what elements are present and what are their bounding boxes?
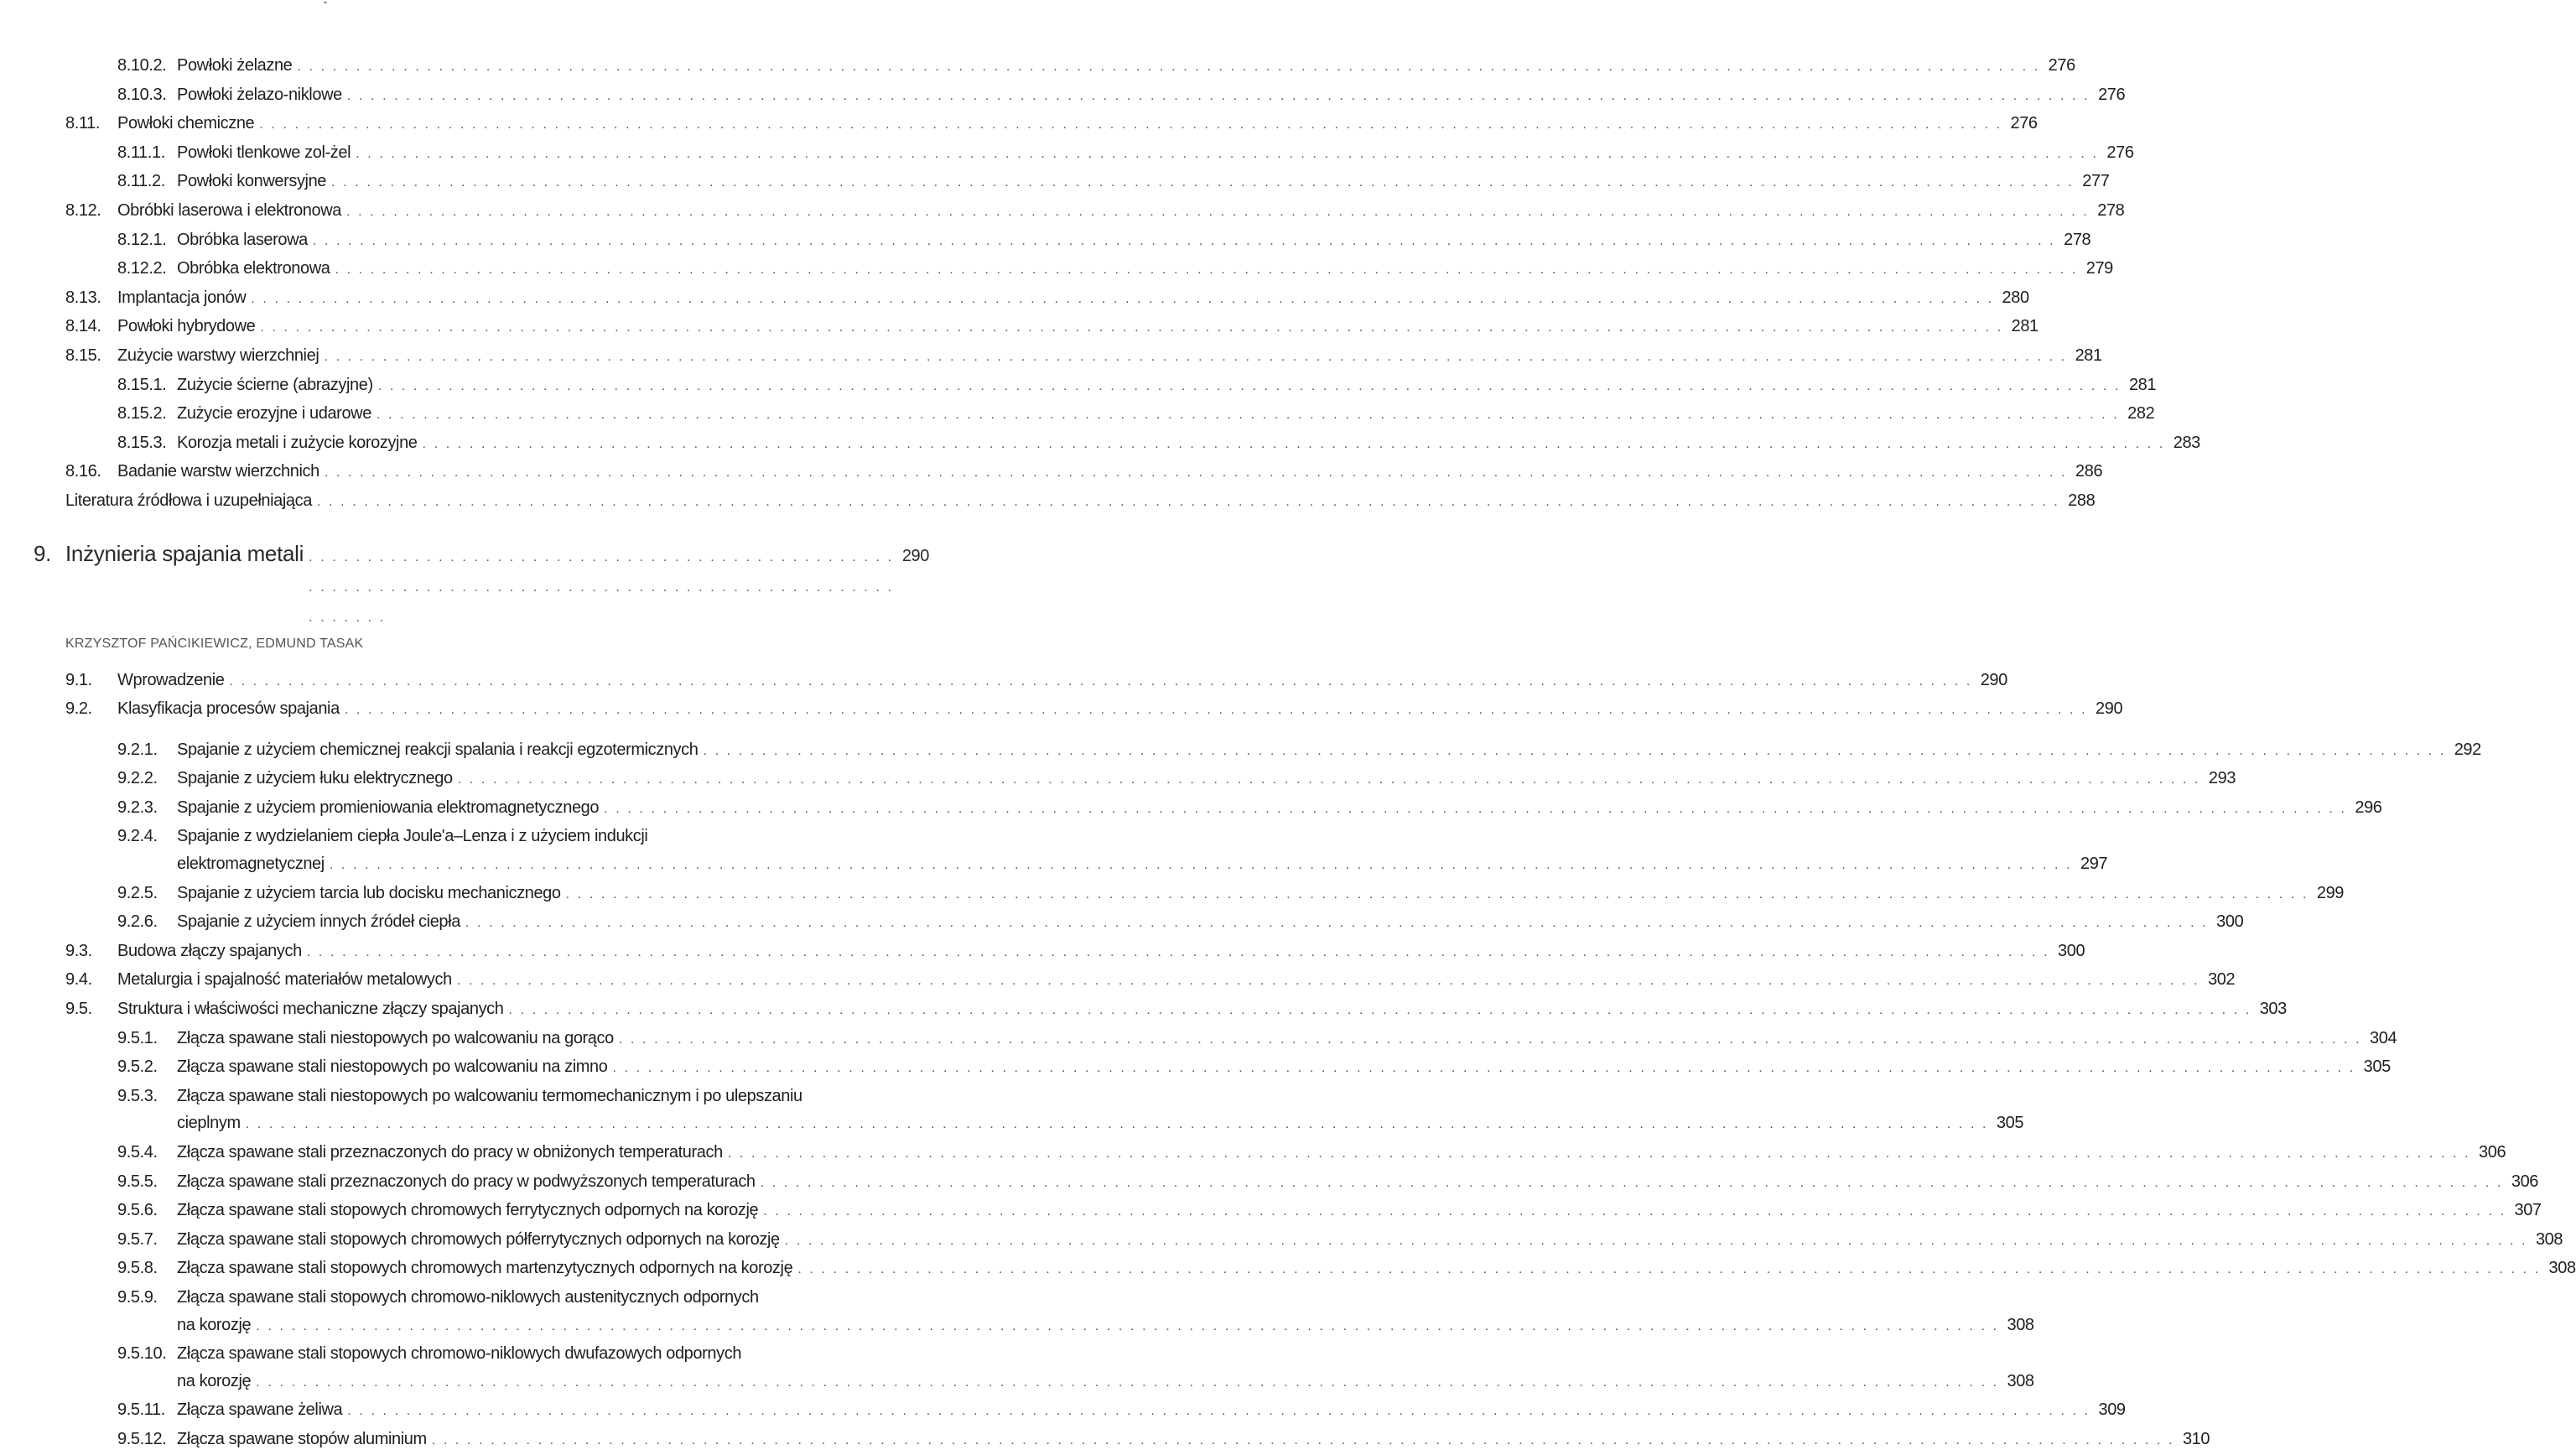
dot-leader [335, 257, 2078, 284]
toc-entry-title: Powłoki hybrydowe [117, 317, 256, 336]
dot-leader [728, 1141, 2470, 1168]
toc-entry-title: Złącza spawane stali niestopowych po walcowaniu na zimno [177, 1057, 608, 1077]
toc-entry-title: Wprowadzenie [117, 670, 225, 689]
toc-entry[interactable] [65, 1025, 2397, 1054]
toc-entry-page: 281 [2128, 375, 2157, 394]
dot-leader [259, 112, 2002, 139]
toc-entry[interactable] [65, 458, 2103, 487]
toc-entry-title: Spajanie z użyciem innych źródeł ciepła [177, 912, 460, 932]
toc-entry-title-continued: cieplnym [177, 1114, 241, 1133]
toc-entry-title: Złącza spawane stali stopowych chromowych martenzytycznych odpornych na korozję [177, 1259, 793, 1278]
dot-leader [347, 83, 2090, 111]
toc-entry-page: 290 [2096, 699, 2123, 719]
toc-entry-page: 306 [2479, 1143, 2506, 1161]
toc-entry[interactable] [65, 1426, 2210, 1455]
toc-entry[interactable] [65, 226, 2091, 256]
dot-leader [256, 1313, 1998, 1341]
toc-entry-page: 309 [2098, 1400, 2126, 1420]
toc-entry-title: Powłoki żelazo-niklowe [177, 85, 342, 104]
dot-leader [230, 668, 1972, 696]
toc-entry-number: 8.10.2. [117, 56, 167, 75]
toc-entry-number: 9.3. [65, 941, 92, 960]
toc-entry-number: 9.2. [65, 699, 92, 719]
toc-section-9-list [65, 736, 2576, 1455]
toc-entry-title: Metalurgia i spajalność materiałów metalowych [117, 970, 452, 990]
toc-entry-page: 278 [2064, 230, 2091, 249]
toc-entry-page: 276 [2010, 114, 2038, 133]
toc-entry-number: 9.2.4. [117, 827, 158, 846]
toc-entry-page: 307 [2514, 1201, 2542, 1220]
toc-entry-page: 293 [2208, 769, 2236, 788]
toc-entry[interactable] [65, 1340, 2034, 1396]
toc-entry-title: Zużycie ścierne (abrazyjne) [177, 375, 373, 394]
toc-entry-number: 8.11.1. [117, 143, 165, 162]
toc-entry-title: Spajanie z użyciem tarcia lub docisku mechanicznego [177, 883, 561, 902]
toc-entry-number: 8.15.1. [117, 375, 167, 394]
dot-leader [324, 344, 2066, 372]
toc-entry-title: Spajanie z użyciem łuku elektrycznego [177, 769, 453, 788]
toc-entry-number: 9.5.8. [117, 1259, 158, 1278]
toc-entry-page: 308 [2548, 1259, 2576, 1278]
toc-entry-page: 305 [1996, 1114, 2024, 1133]
toc-entry-page: 302 [2208, 970, 2236, 990]
dot-leader [458, 766, 2200, 794]
toc-entry[interactable] [65, 342, 2102, 372]
toc-entry-number: 9.5.3. [117, 1086, 158, 1105]
chapter-page: 290 [901, 546, 929, 565]
toc-entry[interactable] [65, 1255, 2576, 1284]
toc-entry-page: 305 [2363, 1057, 2391, 1077]
toc-section-9-intro-list [65, 667, 2123, 725]
toc-entry-number: 8.13. [65, 288, 101, 307]
dot-leader [378, 373, 2121, 401]
dot-leader [377, 402, 2119, 429]
dot-leader [423, 431, 2165, 459]
toc-entry-page: 306 [2511, 1172, 2539, 1191]
toc-entry[interactable] [65, 255, 2113, 284]
toc-entry-page: 300 [2216, 912, 2244, 932]
toc-entry-title: Złącza spawane stali stopowych chromowych półferrytycznych odpornych na korozję [177, 1229, 780, 1249]
chapter-heading[interactable] [34, 538, 929, 633]
toc-entry[interactable] [65, 197, 2125, 226]
toc-entry-page: 276 [2106, 143, 2134, 162]
toc-entry[interactable] [65, 736, 2481, 766]
toc-entry-title: Budowa złączy spajanych [117, 941, 302, 960]
toc-entry-title: Obróbka elektronowa [177, 259, 330, 278]
toc-entry[interactable] [65, 908, 2244, 938]
toc-entry[interactable] [65, 284, 2029, 314]
chapter-number: 9. [34, 540, 52, 566]
dot-leader [465, 910, 2208, 938]
toc-entry-number: 9.5.11. [117, 1400, 165, 1420]
toc-entry[interactable] [65, 695, 2123, 725]
toc-entry-literature[interactable] [65, 487, 2096, 517]
toc-entry-page: 276 [2098, 85, 2126, 104]
toc-entry-title: Obróbka laserowa [177, 230, 308, 249]
toc-entry[interactable] [65, 110, 2038, 139]
toc-entry-number: 9.5.2. [117, 1057, 158, 1077]
toc-entry-number: 9.5.1. [117, 1028, 158, 1047]
toc-entry-number: 9.5.9. [117, 1287, 158, 1307]
dot-leader [297, 54, 2039, 81]
toc-entry[interactable] [65, 372, 2157, 401]
toc-entry-page: 304 [2370, 1028, 2397, 1047]
toc-entry-number: 8.14. [65, 317, 101, 336]
toc-entry-title: Zużycie warstwy wierzchniej [117, 346, 319, 365]
toc-entry-page: 278 [2097, 200, 2125, 220]
toc-entry-number: 9.2.3. [117, 798, 158, 817]
toc-entry[interactable] [65, 1226, 2563, 1255]
toc-entry-number: 9.2.1. [117, 740, 158, 759]
toc-entry-page: 279 [2085, 259, 2113, 278]
toc-entry-title: Powłoki tlenkowe zol-żel [177, 143, 351, 162]
toc-entry-page: 282 [2127, 404, 2155, 424]
toc-entry-number: 8.12.2. [117, 259, 167, 278]
dot-leader [251, 286, 1993, 314]
toc-entry-page: 288 [2068, 491, 2096, 510]
toc-entry-page: 299 [2316, 883, 2345, 902]
toc-entry-number: 9.5.5. [117, 1172, 158, 1191]
toc-entry-title: Spajanie z użyciem promieniowania elektromagnetycznego [177, 798, 600, 817]
toc-entry-title: Literatura źródłowa i uzupełniająca [65, 491, 312, 510]
toc-entry[interactable] [65, 765, 2236, 794]
toc-entry-title: Złącza spawane stali stopowych chromowo-niklowych austenitycznych odpornych [177, 1287, 759, 1307]
toc-entry-number: 8.10.3. [117, 85, 167, 104]
dot-leader [612, 1055, 2355, 1083]
toc-entry-number: 9.5.4. [117, 1143, 158, 1161]
toc-entry-page: 303 [2259, 1000, 2287, 1019]
dot-leader [246, 1111, 1988, 1139]
dot-leader [345, 697, 2087, 725]
toc-entry-title: Badanie warstw wierzchnich [117, 462, 319, 481]
dot-leader [785, 1228, 2527, 1255]
toc-entry-number: 9.2.6. [117, 912, 158, 932]
toc-entry-number: 8.15.3. [117, 433, 167, 452]
toc-entry[interactable] [65, 1284, 2034, 1340]
toc-entry-number: 9.5.12. [117, 1429, 167, 1448]
toc-entry-page: 283 [2173, 433, 2200, 452]
toc-entry-page: 308 [2007, 1371, 2034, 1390]
toc-entry-title: Obróbki laserowa i elektronowa [117, 200, 342, 220]
toc-entry[interactable] [65, 995, 2287, 1025]
toc-entry[interactable] [65, 938, 2085, 967]
toc-entry-page: 276 [2048, 56, 2075, 75]
toc-entry-number: 8.16. [65, 462, 101, 481]
toc-entry-title: Powłoki żelazne [177, 56, 293, 75]
toc-entry-title: Złącza spawane stopów aluminium [177, 1429, 427, 1448]
toc-entry-page: 281 [2011, 317, 2038, 336]
toc-entry[interactable] [65, 966, 2236, 995]
dot-leader [346, 199, 2089, 226]
dot-leader [347, 1398, 2090, 1426]
dot-leader [432, 1427, 2174, 1455]
toc-entry[interactable] [65, 168, 2110, 197]
dot-leader [763, 1198, 2506, 1226]
toc-entry[interactable] [65, 1168, 2539, 1198]
toc-entry-page: 280 [2002, 288, 2029, 307]
chapter-authors: KRZYSZTOF PAŃCIKIEWICZ, EDMUND TASAK [65, 636, 364, 651]
dot-leader [761, 1170, 2503, 1198]
toc-entry[interactable] [65, 313, 2038, 342]
toc-entry-page: 290 [1980, 670, 2007, 689]
dot-leader [703, 738, 2445, 766]
toc-entry[interactable] [65, 52, 2075, 81]
toc-entry-title: Spajanie z wydzielaniem ciepła Joule'a–Lenza i z użyciem indukcji [177, 827, 648, 846]
toc-entry-number: 8.15. [65, 346, 101, 365]
dot-leader [309, 543, 894, 633]
toc-entry-page: 310 [2182, 1429, 2210, 1448]
toc-entry-number: 8.15.2. [117, 404, 167, 424]
toc-entry-number: 8.11.2. [117, 172, 165, 191]
toc-entry-title: Powłoki konwersyjne [177, 172, 327, 191]
toc-entry[interactable] [65, 667, 2007, 696]
dot-leader [619, 1026, 2361, 1054]
toc-entry-page: 286 [2075, 462, 2103, 481]
toc-entry-page: 296 [2355, 798, 2382, 817]
toc-entry[interactable] [65, 139, 2134, 169]
toc-entry-page: 277 [2082, 172, 2110, 191]
dot-leader [331, 169, 2074, 197]
toc-entry-number: 9.5.10. [117, 1344, 167, 1364]
toc-entry-title: Spajanie z użyciem chemicznej reakcji spalania i reakcji egzotermicznych [177, 740, 699, 759]
table-of-contents [34, 52, 2576, 1455]
dot-leader [313, 228, 2055, 256]
toc-entry[interactable] [65, 823, 2108, 879]
toc-entry-page: 308 [2535, 1229, 2563, 1249]
toc-entry-page: 281 [2075, 346, 2102, 365]
dot-leader [330, 852, 2072, 880]
toc-entry-number: 8.11. [65, 114, 100, 133]
toc-entry-number: 9.5.6. [117, 1201, 158, 1220]
toc-entry-number: 9.5.7. [117, 1229, 158, 1249]
toc-entry-title: Złącza spawane stali przeznaczonych do pracy w podwyższonych temperaturach [177, 1172, 756, 1191]
dot-leader [509, 997, 2251, 1025]
toc-entry-title: Złącza spawane żeliwa [177, 1400, 343, 1420]
toc-entry-number: 9.5. [65, 1000, 92, 1019]
toc-entry[interactable] [65, 429, 2200, 459]
toc-entry[interactable] [65, 794, 2382, 824]
toc-entry-title: Zużycie erozyjne i udarowe [177, 404, 371, 424]
toc-entry-number: 8.12.1. [117, 230, 167, 249]
toc-entry-number: 9.4. [65, 970, 92, 990]
toc-entry-title: Powłoki chemiczne [117, 114, 255, 133]
dot-leader [317, 489, 2059, 517]
toc-entry-title: Złącza spawane stali niestopowych po walcowaniu termomechanicznym i po ulepszaniu [177, 1086, 802, 1105]
toc-entry-title-continued: elektromagnetycznej [177, 855, 325, 874]
toc-entry-title: Złącza spawane stali przeznaczonych do pracy w obniżonych temperaturach [177, 1143, 723, 1161]
dot-leader [356, 141, 2098, 169]
toc-entry-page: 292 [2454, 740, 2481, 759]
dot-leader [457, 968, 2199, 995]
toc-entry[interactable] [65, 1197, 2542, 1226]
dot-leader [566, 881, 2309, 909]
toc-entry[interactable] [65, 1083, 2024, 1139]
toc-entry[interactable] [65, 1139, 2506, 1168]
toc-entry-title: Struktura i właściwości mechaniczne złączy spajanych [117, 1000, 504, 1019]
toc-entry-title: Złącza spawane stali stopowych chromowo-niklowych dwufazowych odpornych [177, 1344, 742, 1364]
toc-entry[interactable] [65, 1053, 2391, 1083]
dot-leader [256, 1369, 1998, 1397]
toc-entry[interactable] [65, 1396, 2126, 1426]
dot-leader [604, 796, 2346, 824]
toc-entry[interactable] [65, 81, 2126, 111]
toc-entry-page: 297 [2080, 855, 2108, 874]
toc-entry-title: Implantacja jonów [117, 288, 247, 307]
toc-section-8-list [65, 52, 2200, 487]
scan-mark [324, 2, 327, 3]
toc-entry-number: 9.2.5. [117, 883, 158, 902]
toc-entry-number: 9.2.2. [117, 769, 158, 788]
dot-leader [325, 460, 2067, 487]
toc-entry-title: Złącza spawane stali niestopowych po walcowaniu na gorąco [177, 1028, 614, 1047]
toc-entry-page: 308 [2007, 1315, 2034, 1334]
toc-entry-title-continued: na korozję [177, 1315, 252, 1334]
dot-leader [307, 939, 2049, 967]
toc-entry-number: 9.1. [65, 670, 92, 689]
toc-entry[interactable] [65, 880, 2345, 909]
toc-entry-title: Korozja metali i zużycie korozyjne [177, 433, 418, 452]
toc-entry-title: Klasyfikacja procesów spajania [117, 699, 340, 719]
toc-entry-title-continued: na korozję [177, 1371, 252, 1390]
dot-leader [260, 314, 2002, 342]
toc-entry-page: 300 [2058, 941, 2085, 960]
toc-entry[interactable] [65, 400, 2155, 429]
toc-entry-title: Złącza spawane stali stopowych chromowych ferrytycznych odpornych na korozję [177, 1201, 759, 1220]
toc-entry-number: 8.12. [65, 200, 101, 220]
dot-leader [797, 1256, 2540, 1284]
chapter-title: Inżynieria spajania metali [65, 540, 304, 566]
